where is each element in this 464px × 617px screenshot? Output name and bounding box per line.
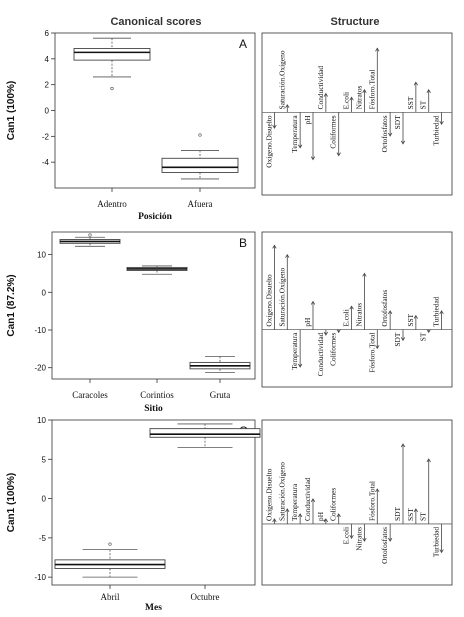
y-tick-label: 6 xyxy=(44,29,49,38)
x-axis-label: Mes xyxy=(145,603,162,613)
outlier-point xyxy=(111,87,114,90)
header-structure: Structure xyxy=(330,16,380,28)
box-afuera xyxy=(162,134,238,179)
variable-label: Nitratos xyxy=(354,85,364,110)
variable-label: SST xyxy=(405,508,415,521)
variable-label: pH xyxy=(303,115,312,125)
variable-label: Fósforo.Total xyxy=(367,69,377,110)
variable-label: Ortofosfatos xyxy=(380,289,390,327)
box-gruta xyxy=(190,356,250,372)
variable-label: Turbiedad xyxy=(431,115,441,146)
variable-label: E.coli xyxy=(341,91,351,110)
category-label: Adentro xyxy=(97,199,127,209)
box-adentro xyxy=(74,38,150,90)
y-tick-label: -20 xyxy=(34,363,46,373)
category-label: Corintios xyxy=(140,390,174,400)
outlier-point xyxy=(199,134,202,137)
variable-label: SDT xyxy=(393,332,402,347)
y-tick-label: 10 xyxy=(37,250,46,260)
panel-label: B xyxy=(239,236,248,250)
panel-label: A xyxy=(239,37,248,51)
variable-label: pH xyxy=(315,511,325,521)
category-label: Gruta xyxy=(209,390,231,400)
y-tick-label: -10 xyxy=(34,573,46,583)
panel-c xyxy=(6,416,452,613)
variable-label: pH xyxy=(303,317,312,327)
variable-label: Saturación.Oxígeno xyxy=(277,50,287,110)
variable-label: Ortofosfatos xyxy=(380,526,390,564)
variable-label: Temperatura xyxy=(290,115,300,153)
variable-label: Coliformes xyxy=(328,487,338,521)
panel-a xyxy=(6,29,452,222)
category-label: Afuera xyxy=(187,199,213,209)
variable-label: Coliformes xyxy=(328,115,338,149)
y-axis-label: Can1 (87.2%) xyxy=(6,274,17,337)
variable-label: Oxígeno.Disuelto xyxy=(264,274,274,327)
y-tick-label: 5 xyxy=(41,455,46,465)
structure-panel-c xyxy=(262,420,452,585)
header-canonical-scores: Canonical scores xyxy=(110,16,202,28)
variable-label: ST xyxy=(418,332,428,342)
y-tick-label: 0 xyxy=(41,494,46,504)
category-label: Octubre xyxy=(190,592,220,602)
variable-label: SST xyxy=(405,313,415,327)
box-iqr xyxy=(150,429,260,438)
variable-label: E.coli xyxy=(341,526,351,545)
variable-label: SST xyxy=(405,96,415,110)
category-label: Abril xyxy=(100,592,120,602)
variable-label: Conductividad xyxy=(315,332,325,377)
plot-frame xyxy=(52,232,255,379)
variable-label: SDT xyxy=(393,506,402,521)
outlier-point xyxy=(109,543,112,546)
y-tick-label: -10 xyxy=(34,326,46,335)
structure-frame xyxy=(262,33,452,195)
variable-label: Oxígeno.Disuelto xyxy=(264,115,274,168)
variable-label: Ortofosfatos xyxy=(380,115,390,153)
variable-label: Turbiedad xyxy=(431,296,441,327)
variable-label: Temperatura xyxy=(290,332,300,370)
structure-panel-a xyxy=(262,33,452,195)
variable-label: Fósforo.Total xyxy=(367,481,377,521)
box-iqr xyxy=(74,49,150,61)
x-axis-label: Sitio xyxy=(144,404,163,414)
variable-label: Saturación.Oxígeno xyxy=(277,267,287,327)
variable-label: Turbiedad xyxy=(431,526,441,558)
box-caracoles xyxy=(60,234,120,247)
y-axis-label: Can1 (100%) xyxy=(6,80,17,141)
variable-label: Oxígeno.Disuelto xyxy=(264,468,274,521)
variable-label: ST xyxy=(418,512,428,521)
variable-label: E.coli xyxy=(341,309,351,327)
y-tick-label: 4 xyxy=(44,54,49,64)
variable-label: Nitratos xyxy=(354,526,364,551)
box-iqr xyxy=(162,158,238,172)
variable-label: Conductividad xyxy=(315,65,325,110)
y-tick-label: -2 xyxy=(41,132,49,142)
variable-label: Saturación.Oxígeno xyxy=(277,462,287,521)
y-tick-label: -5 xyxy=(38,533,46,543)
structure-panel-b xyxy=(262,232,452,387)
variable-label: Coliformes xyxy=(328,332,338,366)
y-tick-label: -4 xyxy=(41,158,49,168)
box-abril xyxy=(55,543,165,577)
variable-label: Conductividad xyxy=(303,477,312,521)
variable-label: Fósforo.Total xyxy=(367,332,377,373)
box-corintios xyxy=(127,266,187,274)
x-axis-label: Posición xyxy=(138,212,172,222)
variable-label: Temperatura xyxy=(290,483,300,521)
y-tick-label: 10 xyxy=(37,416,46,425)
panel-b xyxy=(6,232,452,414)
y-axis-label: Can1 (100%) xyxy=(6,472,17,533)
outlier-point xyxy=(89,234,92,237)
panels xyxy=(6,29,452,613)
variable-label: ST xyxy=(418,100,428,110)
variable-label: SDT xyxy=(393,115,402,130)
y-tick-label: 2 xyxy=(44,80,49,90)
category-label: Caracoles xyxy=(72,390,108,400)
y-tick-label: 0 xyxy=(44,106,49,116)
variable-label: Nitratos xyxy=(354,302,364,327)
y-tick-label: 0 xyxy=(41,288,46,298)
